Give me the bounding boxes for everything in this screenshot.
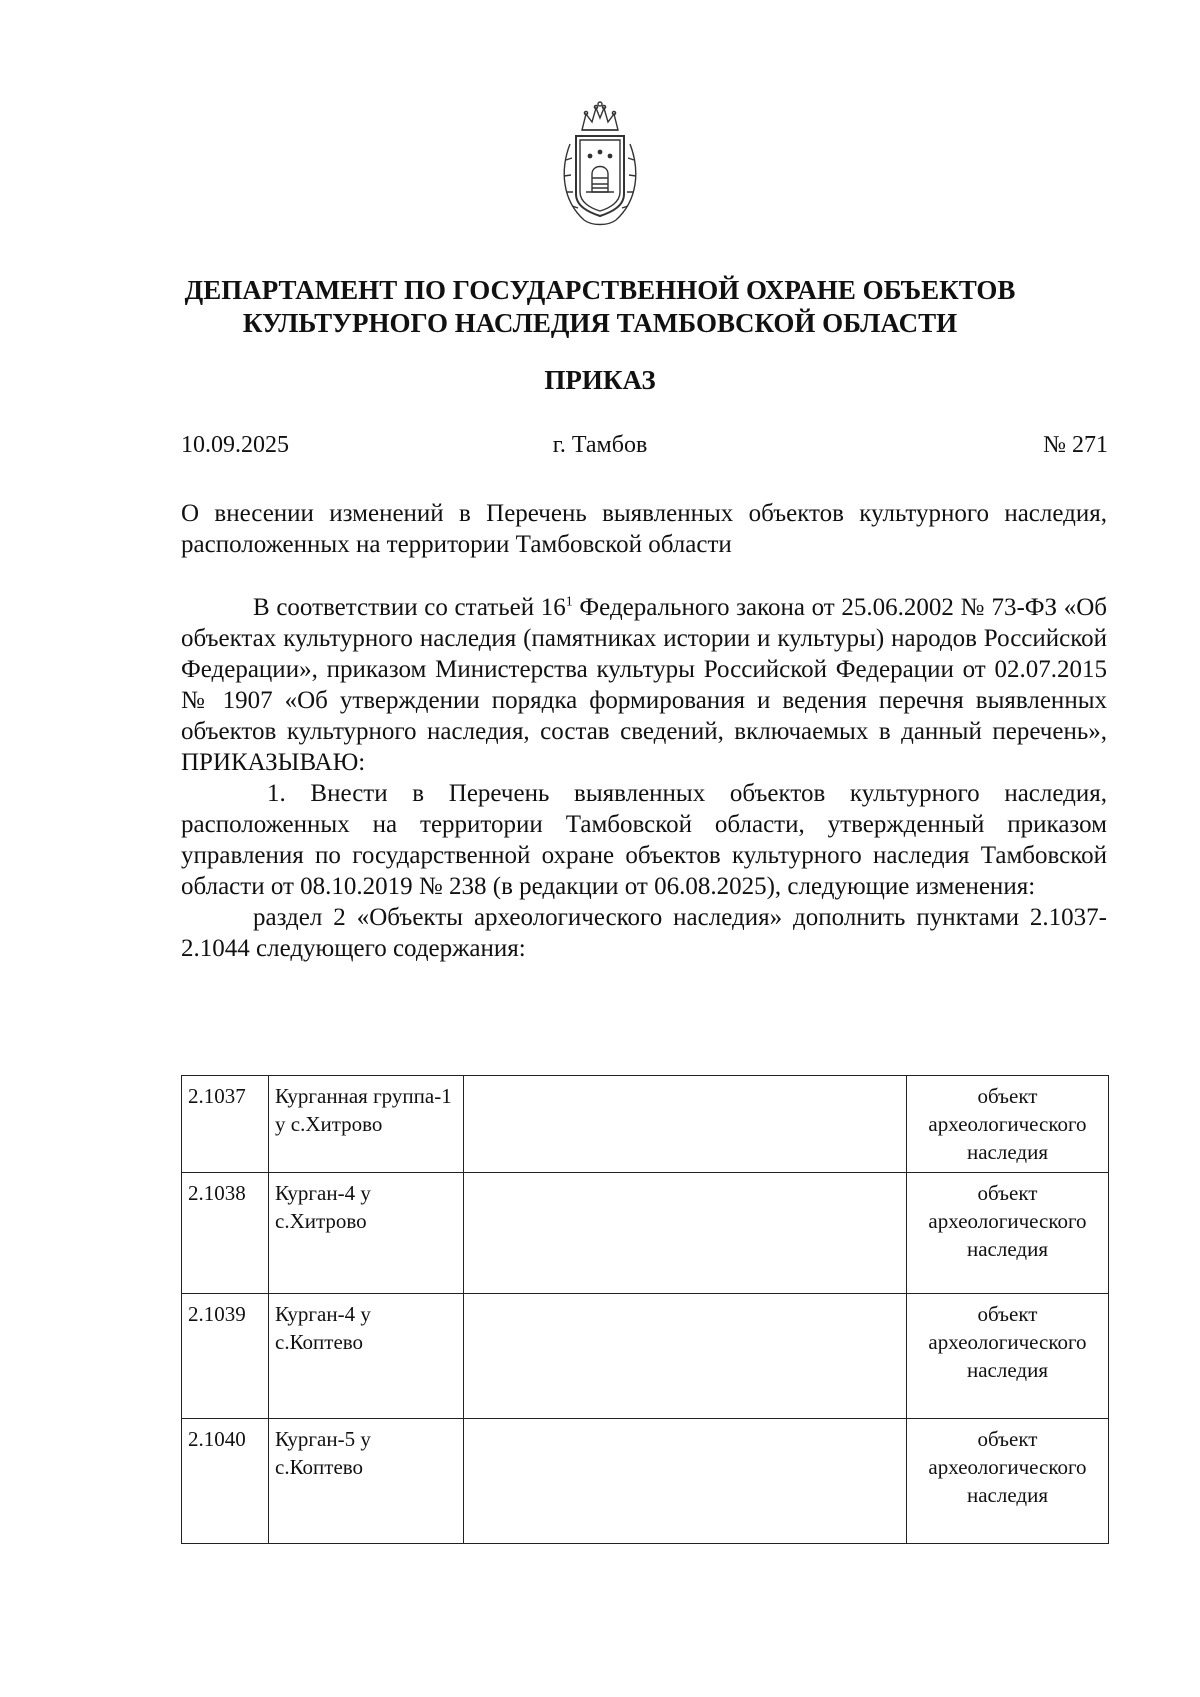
document-type-title: ПРИКАЗ: [544, 365, 656, 395]
body-paragraph-item-1: 1. Внести в Перечень выявленных объектов культурного наследия, расположенных на территории Тамбовской области, утвержденный приказом управления по государственной охране объектов культурного наследия Тамбовской области от 08.10.2019 № 238 (в редакции от 06.08.2025), следующие изменения:: [181, 780, 1107, 900]
body-paragraph-legal-basis: [181, 592, 1107, 778]
order-subject: О внесении изменений в Перечень выявленных объектов культурного наследия, расположенных на территории Тамбовской области: [181, 500, 1107, 558]
object-address: [464, 1173, 907, 1294]
object-name: Курган-5 у с.Коптево: [269, 1419, 464, 1544]
object-name: Курганная группа-1 у с.Хитрово: [269, 1076, 464, 1173]
coat-of-arms-emblem: [552, 100, 648, 230]
object-category: объект археологического наследия: [907, 1419, 1109, 1544]
object-category: объект археологического наследия: [907, 1076, 1109, 1173]
row-number: 2.1040: [182, 1419, 269, 1544]
legal-basis-text-start: В соответствии со статьей 16: [253, 594, 566, 621]
row-number: 2.1039: [182, 1294, 269, 1419]
object-category: объект археологического наследия: [907, 1294, 1109, 1419]
object-address: [464, 1419, 907, 1544]
article-superscript: 1: [565, 594, 573, 610]
objects-table: [181, 1075, 1109, 1544]
row-number: 2.1037: [182, 1076, 269, 1173]
table-row: [182, 1419, 1109, 1544]
object-category: объект археологического наследия: [907, 1173, 1109, 1294]
order-date: 10.09.2025: [181, 432, 289, 458]
table-row: [182, 1294, 1109, 1419]
order-body: [181, 592, 1107, 964]
body-paragraph-section-2: раздел 2 «Объекты археологического наследия» дополнить пунктами 2.1037-2.1044 следующего содержания:: [181, 904, 1107, 962]
object-name: Курган-4 у с.Хитрово: [269, 1173, 464, 1294]
row-number: 2.1038: [182, 1173, 269, 1294]
table-row: [182, 1076, 1109, 1173]
object-name: Курган-4 у с.Коптево: [269, 1294, 464, 1419]
object-address: [464, 1294, 907, 1419]
order-number: № 271: [1043, 432, 1108, 458]
department-title: ДЕПАРТАМЕНТ ПО ГОСУДАРСТВЕННОЙ ОХРАНЕ ОБЪЕКТОВ КУЛЬТУРНОГО НАСЛЕДИЯ ТАМБОВСКОЙ ОБЛАСТИ: [184, 275, 1016, 338]
legal-basis-text-end: Федерального закона от 25.06.2002 № 73-ФЗ «Об объектах культурного наследия (памятниках истории и культуры) народов Российской Федерации», приказом Министерства культуры Российской Федерации от 02.07.2015 № 1907 «Об утверждении порядка формирования и ведения перечня выявленных объектов культурного наследия, состав сведений, включаемых в данный перечень», ПРИКАЗЫВАЮ:: [181, 594, 1108, 776]
order-city: г. Тамбов: [552, 432, 648, 458]
table-row: [182, 1173, 1109, 1294]
object-address: [464, 1076, 907, 1173]
